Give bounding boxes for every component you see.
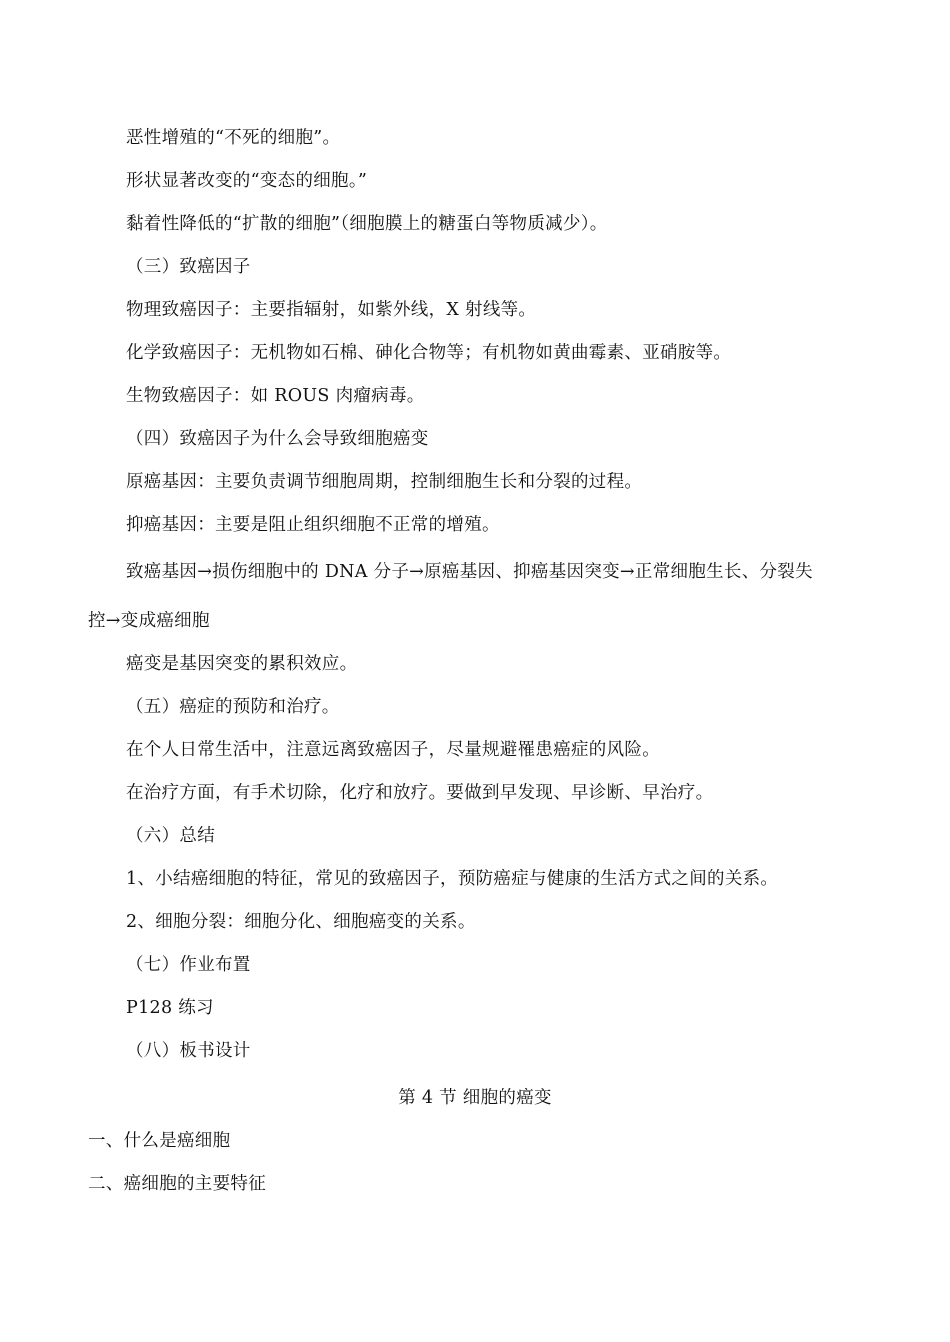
paragraph-mechanism-line2: 控→变成癌细胞 bbox=[88, 611, 210, 631]
paragraph-immortal-cells: 恶性增殖的“不死的细胞”。 bbox=[126, 128, 341, 148]
heading-homework: （七）作业布置 bbox=[126, 955, 251, 975]
board-item-2: 二、癌细胞的主要特征 bbox=[88, 1174, 266, 1194]
board-title: 第 4 节 细胞的癌变 bbox=[398, 1088, 552, 1108]
paragraph-shape-change: 形状显著改变的“变态的细胞。” bbox=[126, 171, 368, 191]
heading-carcinogens: （三）致癌因子 bbox=[126, 257, 251, 277]
summary-item-1: 1、小结癌细胞的特征，常见的致癌因子，预防癌症与健康的生活方式之间的关系。 bbox=[126, 869, 779, 889]
summary-item-2: 2、细胞分裂：细胞分化、细胞癌变的关系。 bbox=[126, 912, 476, 932]
paragraph-proto-oncogene: 原癌基因：主要负责调节细胞周期，控制细胞生长和分裂的过程。 bbox=[126, 472, 643, 492]
paragraph-biological-carcinogens: 生物致癌因子：如 ROUS 肉瘤病毒。 bbox=[126, 386, 425, 406]
paragraph-physical-carcinogens: 物理致癌因子：主要指辐射，如紫外线，X 射线等。 bbox=[126, 300, 537, 320]
paragraph-treatment: 在治疗方面，有手术切除，化疗和放疗。要做到早发现、早诊断、早治疗。 bbox=[126, 783, 714, 803]
paragraph-cumulative-effect: 癌变是基因突变的累积效应。 bbox=[126, 654, 358, 674]
heading-prevention-treatment: （五）癌症的预防和治疗。 bbox=[126, 697, 340, 717]
heading-summary: （六）总结 bbox=[126, 826, 215, 846]
heading-board-design: （八）板书设计 bbox=[126, 1041, 251, 1061]
board-item-1: 一、什么是癌细胞 bbox=[88, 1131, 231, 1151]
paragraph-tumor-suppressor: 抑癌基因：主要是阻止组织细胞不正常的增殖。 bbox=[126, 515, 500, 535]
heading-why-carcinogens: （四）致癌因子为什么会导致细胞癌变 bbox=[126, 429, 429, 449]
paragraph-chemical-carcinogens: 化学致癌因子：无机物如石棉、砷化合物等；有机物如黄曲霉素、亚硝胺等。 bbox=[126, 343, 732, 363]
paragraph-prevention: 在个人日常生活中，注意远离致癌因子，尽量规避罹患癌症的风险。 bbox=[126, 740, 660, 760]
paragraph-homework: P128 练习 bbox=[126, 998, 214, 1018]
paragraph-mechanism-line1: 致癌基因→损伤细胞中的 DNA 分子→原癌基因、抑癌基因突变→正常细胞生长、分裂失 bbox=[126, 562, 813, 582]
paragraph-adhesion-decrease: 黏着性降低的“扩散的细胞”（细胞膜上的糖蛋白等物质减少）。 bbox=[126, 214, 608, 234]
